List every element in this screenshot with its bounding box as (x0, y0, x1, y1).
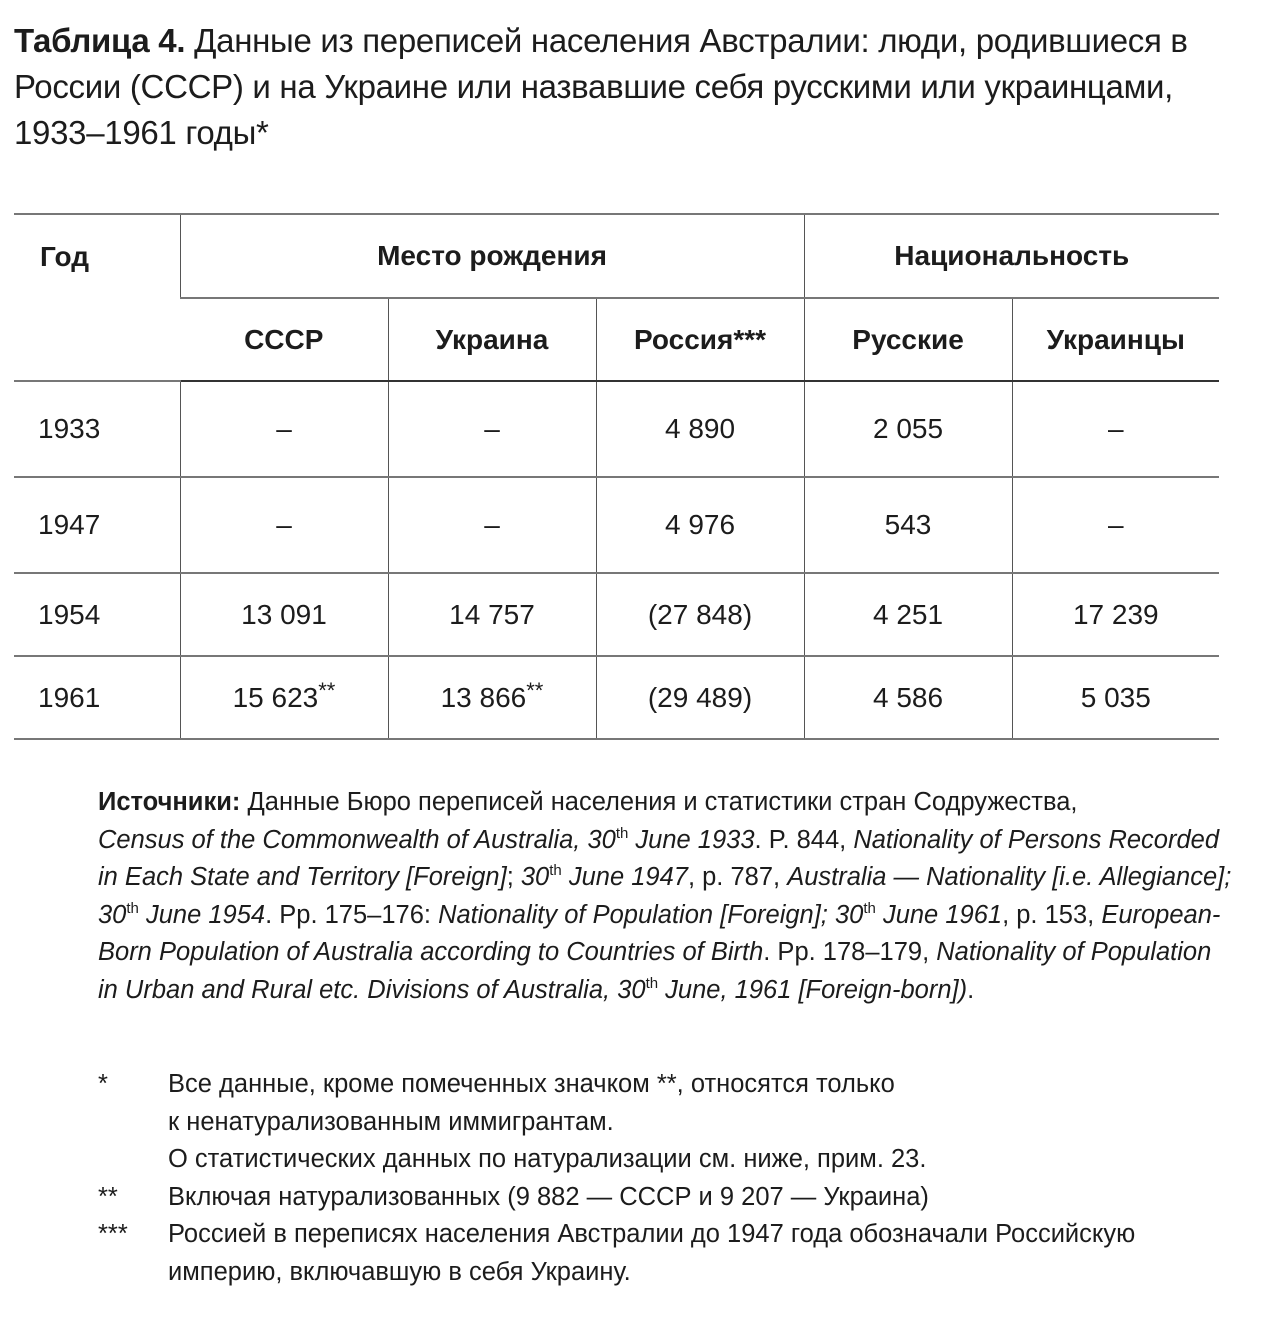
cell-russia: (27 848) (596, 573, 804, 656)
cell-ukraine: 14 757 (388, 573, 596, 656)
header-birthplace: Место рождения (180, 214, 804, 298)
header-row-columns (14, 298, 1219, 381)
header-russians: Русские (804, 298, 1012, 381)
census-table (14, 213, 1219, 740)
table-row (14, 573, 1219, 656)
cell-ukraine: – (388, 381, 596, 477)
cell-russians: 4 251 (804, 573, 1012, 656)
header-ukraine: Украина (388, 298, 596, 381)
footnote-item: * Все данные, кроме помеченных значком **, относятся только к ненатурализованным иммигрантам. О статистических данных по натурализации см. ниже, прим. 23. (98, 1066, 1238, 1179)
cell-ussr: 13 091 (180, 573, 388, 656)
table-row (14, 477, 1219, 573)
header-year: Год (14, 214, 180, 381)
cell-ukrainians: 17 239 (1012, 573, 1219, 656)
cell-russia: (29 489) (596, 656, 804, 739)
cell-ukrainians: – (1012, 381, 1219, 477)
cell-ukrainians: – (1012, 477, 1219, 573)
cell-ussr: 15 623** (180, 656, 388, 739)
cell-russians: 4 586 (804, 656, 1012, 739)
cell-year: 1947 (14, 477, 180, 573)
table-caption (14, 18, 1244, 156)
footnotes (98, 1066, 1238, 1291)
footnote-item: ** Включая натурализованных (9 882 — СССР и 9 207 — Украина) (98, 1179, 1238, 1217)
cell-ukraine: 13 866** (388, 656, 596, 739)
caption-label: Таблица 4. (14, 22, 186, 59)
cell-year: 1961 (14, 656, 180, 739)
cell-ussr: – (180, 381, 388, 477)
header-russia: Россия*** (596, 298, 804, 381)
cell-ukraine: – (388, 477, 596, 573)
table-row (14, 656, 1219, 739)
cell-russia: 4 890 (596, 381, 804, 477)
cell-russians: 2 055 (804, 381, 1012, 477)
footnote-mark: ** (98, 1182, 118, 1211)
header-ussr: СССР (180, 298, 388, 381)
header-ukrainians: Украинцы (1012, 298, 1219, 381)
caption-text: Данные из переписей населения Австралии: люди, родившиеся в России (СССР) и на Украине или назвавшие себя русскими или украинцами, 1933–1961 годы* (14, 22, 1188, 151)
cell-russians: 543 (804, 477, 1012, 573)
cell-ukrainians: 5 035 (1012, 656, 1219, 739)
sources-note: Источники: Данные Бюро переписей населения и статистики стран Содружества, Census of the Commonwealth of Australia, 30th June 1933. P. 844, Nationality of Persons Recorded in Each State and Territory [Foreign]; 30th June 1947, p. 787, Australia — Nationality [i.e. Allegiance]; 30th June 1954. Pp. 175–176: Nationality of Population [Foreign]; 30th June 1961, p. 153, European-Born Population of Australia according to Countries of Birth. Pp. 178–179, Nationality of Population in Urban and Rural etc. Divisions of Australia, 30th June, 1961 [Foreign-born]). (98, 788, 1232, 1004)
sources-label: Источники: (98, 788, 241, 816)
footnote-mark: *** (98, 1220, 128, 1248)
footnote-mark: * (98, 1070, 108, 1098)
header-nationality: Национальность (804, 214, 1219, 298)
cell-year: 1933 (14, 381, 180, 477)
table-row (14, 381, 1219, 477)
cell-year: 1954 (14, 573, 180, 656)
cell-ussr: – (180, 477, 388, 573)
cell-russia: 4 976 (596, 477, 804, 573)
header-row-groups (14, 214, 1219, 298)
footnote-item: *** Россией в переписях населения Австралии до 1947 года обозначали Российскую империю, включавшую в себя Украину. (98, 1216, 1238, 1291)
